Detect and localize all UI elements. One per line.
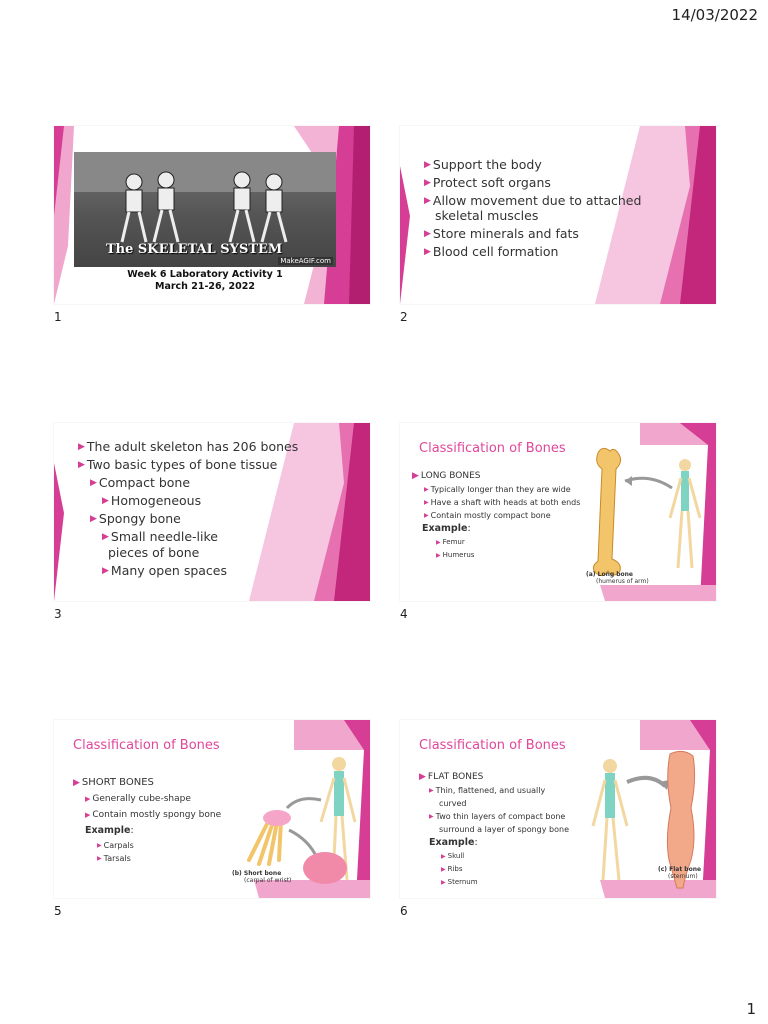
list-item: ▶ LONG BONES — [412, 471, 481, 481]
bullet-list — [424, 156, 641, 261]
bullet-arrow-icon: ▶ — [424, 499, 429, 506]
list-item: ▶ Contain mostly compact bone — [424, 511, 551, 520]
bullet-arrow-icon: ▶ — [436, 552, 441, 559]
slide-5 — [54, 720, 370, 898]
slide-number: 1 — [54, 310, 62, 324]
list-item: ▶ Blood cell formation — [424, 244, 559, 259]
list-item: ▶ Two thin layers of compact bone — [429, 812, 566, 821]
list-item: ▶ SHORT BONES — [73, 775, 221, 791]
figure-caption: (b) Short bone (carpal of wrist) — [232, 870, 292, 884]
example-label-row: Example : — [422, 523, 471, 534]
slide-number: 4 — [400, 607, 408, 621]
bullet-arrow-icon: ▶ — [73, 778, 80, 788]
slide-4 — [400, 423, 716, 601]
example-label-row: Example : — [85, 825, 134, 836]
list-item: ▶ Carpals — [97, 841, 134, 850]
bullet-arrow-icon: ▶ — [78, 442, 85, 452]
slide-1 — [54, 126, 370, 304]
page-number: 1 — [746, 1000, 756, 1018]
short-bone-illustration — [229, 750, 357, 890]
figure-caption: (a) Long bone (humerus of arm) — [586, 571, 649, 585]
list-item: ▶ Small needle-like — [102, 529, 218, 544]
list-item: ▶ Sternum — [419, 876, 569, 889]
list-item: ▶ Tarsals — [97, 854, 131, 863]
slide-number: 2 — [400, 310, 408, 324]
slide-title: Classification of Bones — [73, 738, 220, 753]
bullet-arrow-icon: ▶ — [97, 855, 102, 862]
slide-title: Classification of Bones — [419, 738, 566, 753]
bullet-arrow-icon: ▶ — [429, 813, 434, 820]
slide-banner-title: The SKELETAL SYSTEM — [106, 242, 283, 257]
list-item-continuation: curved — [439, 799, 467, 808]
list-item: ▶ Femur — [412, 536, 580, 549]
bullet-arrow-icon: ▶ — [102, 496, 109, 506]
list-item: ▶ Skull — [419, 850, 569, 863]
bullet-arrow-icon: ▶ — [78, 460, 85, 470]
list-item: ▶ Thin, flattened, and usually — [429, 786, 546, 795]
figure-caption: (c) Flat bone (sternum) — [658, 866, 702, 880]
example-label-row: Example : — [429, 837, 478, 848]
slide-3 — [54, 423, 370, 601]
slide-number: 6 — [400, 904, 408, 918]
list-item: ▶ Have a shaft with heads at both ends — [424, 498, 581, 507]
print-date: 14/03/2022 — [671, 6, 758, 24]
content-list — [412, 469, 580, 562]
bullet-arrow-icon: ▶ — [424, 247, 431, 257]
bullet-arrow-icon: ▶ — [102, 532, 109, 542]
slide-subtitle-2: March 21-26, 2022 — [155, 281, 255, 292]
bullet-arrow-icon: ▶ — [85, 795, 91, 803]
list-item-continuation: surround a layer of spongy bone — [439, 825, 569, 834]
bullet-arrow-icon: ▶ — [412, 471, 419, 481]
bullet-arrow-icon: ▶ — [441, 866, 446, 873]
slide-number: 3 — [54, 607, 62, 621]
list-item: ▶ Ribs — [419, 863, 569, 876]
slide-6 — [400, 720, 716, 898]
bullet-arrow-icon: ▶ — [436, 539, 441, 546]
list-item: ▶ Compact bone — [90, 475, 191, 490]
slide-title: Classification of Bones — [419, 441, 566, 456]
content-list — [73, 775, 221, 865]
bullet-arrow-icon: ▶ — [97, 842, 102, 849]
slide-number: 5 — [54, 904, 62, 918]
list-item: ▶ Typically longer than they are wide — [424, 485, 571, 494]
list-item: ▶ FLAT BONES — [419, 772, 484, 782]
bullet-list — [78, 438, 298, 580]
bullet-arrow-icon: ▶ — [424, 486, 429, 493]
list-item-continuation: pieces of bone — [108, 545, 200, 560]
bullet-arrow-icon: ▶ — [85, 811, 91, 819]
bullet-arrow-icon: ▶ — [424, 160, 431, 170]
skeleton-gif-image — [74, 152, 336, 267]
list-item: ▶ Support the body — [424, 157, 542, 172]
list-item: ▶ Allow movement due to attached — [424, 193, 642, 208]
list-item: ▶ Generally cube-shape — [73, 791, 221, 807]
list-item: ▶ Contain mostly spongy bone — [73, 807, 221, 823]
list-item: ▶ Humerus — [412, 549, 580, 562]
list-item: ▶ The adult skeleton has 206 bones — [78, 439, 299, 454]
bullet-arrow-icon: ▶ — [441, 853, 446, 860]
bullet-arrow-icon: ▶ — [424, 512, 429, 519]
content-list — [419, 770, 569, 889]
list-item: ▶ Many open spaces — [102, 563, 228, 578]
bullet-arrow-icon: ▶ — [419, 772, 426, 782]
bullet-arrow-icon: ▶ — [90, 478, 97, 488]
list-item: ▶ Protect soft organs — [424, 175, 551, 190]
bullet-arrow-icon: ▶ — [424, 178, 431, 188]
list-item: ▶ Homogeneous — [102, 493, 202, 508]
bullet-arrow-icon: ▶ — [429, 787, 434, 794]
list-item: ▶ Store minerals and fats — [424, 226, 579, 241]
slide-2 — [400, 126, 716, 304]
bullet-arrow-icon: ▶ — [90, 514, 97, 524]
watermark-label: MakeAGIF.com — [280, 257, 331, 265]
bullet-arrow-icon: ▶ — [424, 196, 431, 206]
list-item: ▶ Two basic types of bone tissue — [78, 457, 278, 472]
list-item-continuation: skeletal muscles — [435, 208, 539, 223]
bullet-arrow-icon: ▶ — [441, 879, 446, 886]
long-bone-illustration — [580, 443, 708, 583]
bullet-arrow-icon: ▶ — [102, 566, 109, 576]
slide-subtitle-1: Week 6 Laboratory Activity 1 — [127, 269, 283, 280]
list-item: ▶ Spongy bone — [90, 511, 181, 526]
bullet-arrow-icon: ▶ — [424, 229, 431, 239]
